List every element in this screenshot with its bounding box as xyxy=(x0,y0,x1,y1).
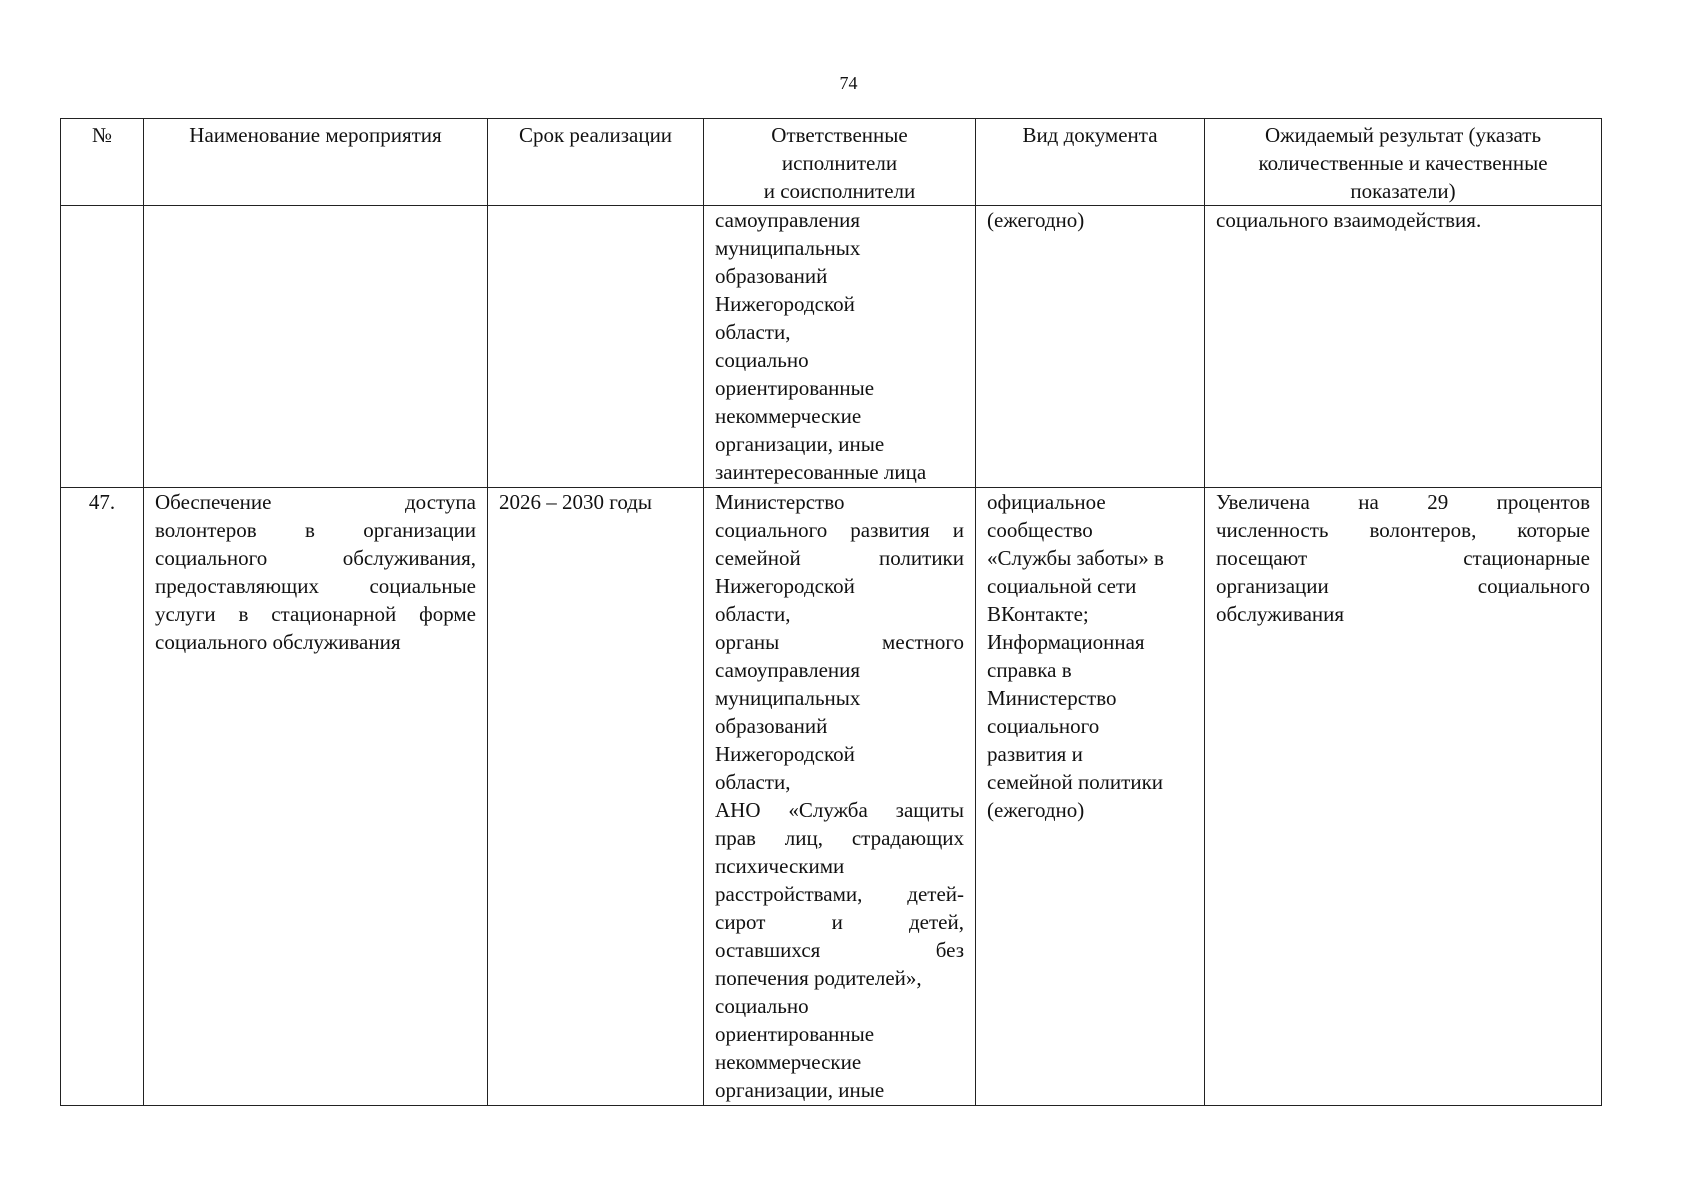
result-line: посещают стационарные xyxy=(1216,546,1590,570)
responsible-line: социального развития и xyxy=(715,518,964,542)
table-row-47 xyxy=(61,488,1602,1106)
activity-name-line: социального обслуживания xyxy=(155,630,401,654)
result-line: организации социального xyxy=(1216,574,1590,598)
document-line: «Службы заботы» в xyxy=(987,546,1164,570)
responsible-line: Нижегородской xyxy=(715,742,855,766)
responsible-line: психическими xyxy=(715,854,845,878)
cell-responsible xyxy=(704,206,976,488)
responsible-line: организации, иные xyxy=(715,1078,885,1102)
result-line: Увеличена на 29 процентов xyxy=(1216,490,1590,514)
responsible-line: семейной политики xyxy=(715,546,964,570)
cell-activity-name xyxy=(144,488,488,1106)
cell-document-type xyxy=(976,488,1205,1106)
document-line: сообщество xyxy=(987,518,1093,542)
document-line: официальное xyxy=(987,490,1106,514)
cell-number: 47. xyxy=(61,488,144,1106)
header-expected-result xyxy=(1205,119,1602,206)
document-line: Министерство xyxy=(987,686,1117,710)
responsible-line: образований xyxy=(715,264,828,288)
responsible-line: некоммерческие xyxy=(715,404,862,428)
page-number: 74 xyxy=(839,73,858,93)
responsible-line: некоммерческие xyxy=(715,1050,862,1074)
cell-expected-result xyxy=(1205,488,1602,1106)
cell-activity-name xyxy=(144,206,488,488)
responsible-line: прав лиц, страдающих xyxy=(715,826,964,850)
header-number: № xyxy=(61,119,144,206)
result-line: численность волонтеров, которые xyxy=(1216,518,1590,542)
responsible-line: социально xyxy=(715,994,809,1018)
responsible-line: организации, иные xyxy=(715,432,885,456)
header-responsible-line: исполнители xyxy=(781,151,898,175)
responsible-line: муниципальных xyxy=(715,686,861,710)
responsible-line: Нижегородской xyxy=(715,574,855,598)
activity-name-line: социального обслуживания, xyxy=(155,546,476,570)
activity-name-line: услуги в стационарной форме xyxy=(155,602,476,626)
header-result-line: Ожидаемый результат (указать xyxy=(1264,123,1542,147)
document-line: семейной политики xyxy=(987,770,1164,794)
responsible-line: области, xyxy=(715,770,791,794)
activity-name-line: волонтеров в организации xyxy=(155,518,476,542)
table-row-continuation xyxy=(61,206,1602,488)
responsible-line: АНО «Служба защиты xyxy=(715,798,964,822)
responsible-line: заинтересованные лица xyxy=(715,460,927,484)
cell-document-type: (ежегодно) xyxy=(976,206,1205,488)
responsible-line: самоуправления xyxy=(715,208,861,232)
responsible-line: области, xyxy=(715,602,791,626)
header-responsible-line: Ответственные xyxy=(771,123,908,147)
header-activity-name: Наименование мероприятия xyxy=(144,119,488,206)
responsible-line: самоуправления xyxy=(715,658,861,682)
cell-number xyxy=(61,206,144,488)
document-line: социального xyxy=(987,714,1100,738)
header-result-line: показатели) xyxy=(1350,179,1456,203)
cell-expected-result: социального взаимодействия. xyxy=(1205,206,1602,488)
activities-table xyxy=(60,118,1602,1106)
result-line: обслуживания xyxy=(1216,602,1345,626)
document-line: социальной сети xyxy=(987,574,1137,598)
responsible-line: органы местного xyxy=(715,630,964,654)
responsible-line: оставшихся без xyxy=(715,938,964,962)
document-line: развития и xyxy=(987,742,1083,766)
cell-term: 2026 – 2030 годы xyxy=(488,488,704,1106)
responsible-line: ориентированные xyxy=(715,376,875,400)
document-line: (ежегодно) xyxy=(987,798,1085,822)
responsible-line: Нижегородской xyxy=(715,292,855,316)
responsible-line: ориентированные xyxy=(715,1022,875,1046)
responsible-line: области, xyxy=(715,320,791,344)
responsible-line: расстройствами, детей- xyxy=(715,882,964,906)
header-responsible xyxy=(704,119,976,206)
document-line: Информационная xyxy=(987,630,1145,654)
header-term: Срок реализации xyxy=(488,119,704,206)
header-responsible-line: и соисполнители xyxy=(763,179,916,203)
header-document-type: Вид документа xyxy=(976,119,1205,206)
responsible-line: муниципальных xyxy=(715,236,861,260)
responsible-line: социально xyxy=(715,348,809,372)
cell-term xyxy=(488,206,704,488)
activity-name-line: предоставляющих социальные xyxy=(155,574,476,598)
activity-name-line: Обеспечение доступа xyxy=(155,490,476,514)
table-header-row xyxy=(61,119,1602,206)
cell-responsible xyxy=(704,488,976,1106)
document-line: ВКонтакте; xyxy=(987,602,1089,626)
document-line: справка в xyxy=(987,658,1072,682)
responsible-line: попечения родителей», xyxy=(715,966,922,990)
header-result-line: количественные и качественные xyxy=(1258,151,1548,175)
responsible-line: сирот и детей, xyxy=(715,910,964,934)
responsible-line: образований xyxy=(715,714,828,738)
responsible-line: Министерство xyxy=(715,490,845,514)
